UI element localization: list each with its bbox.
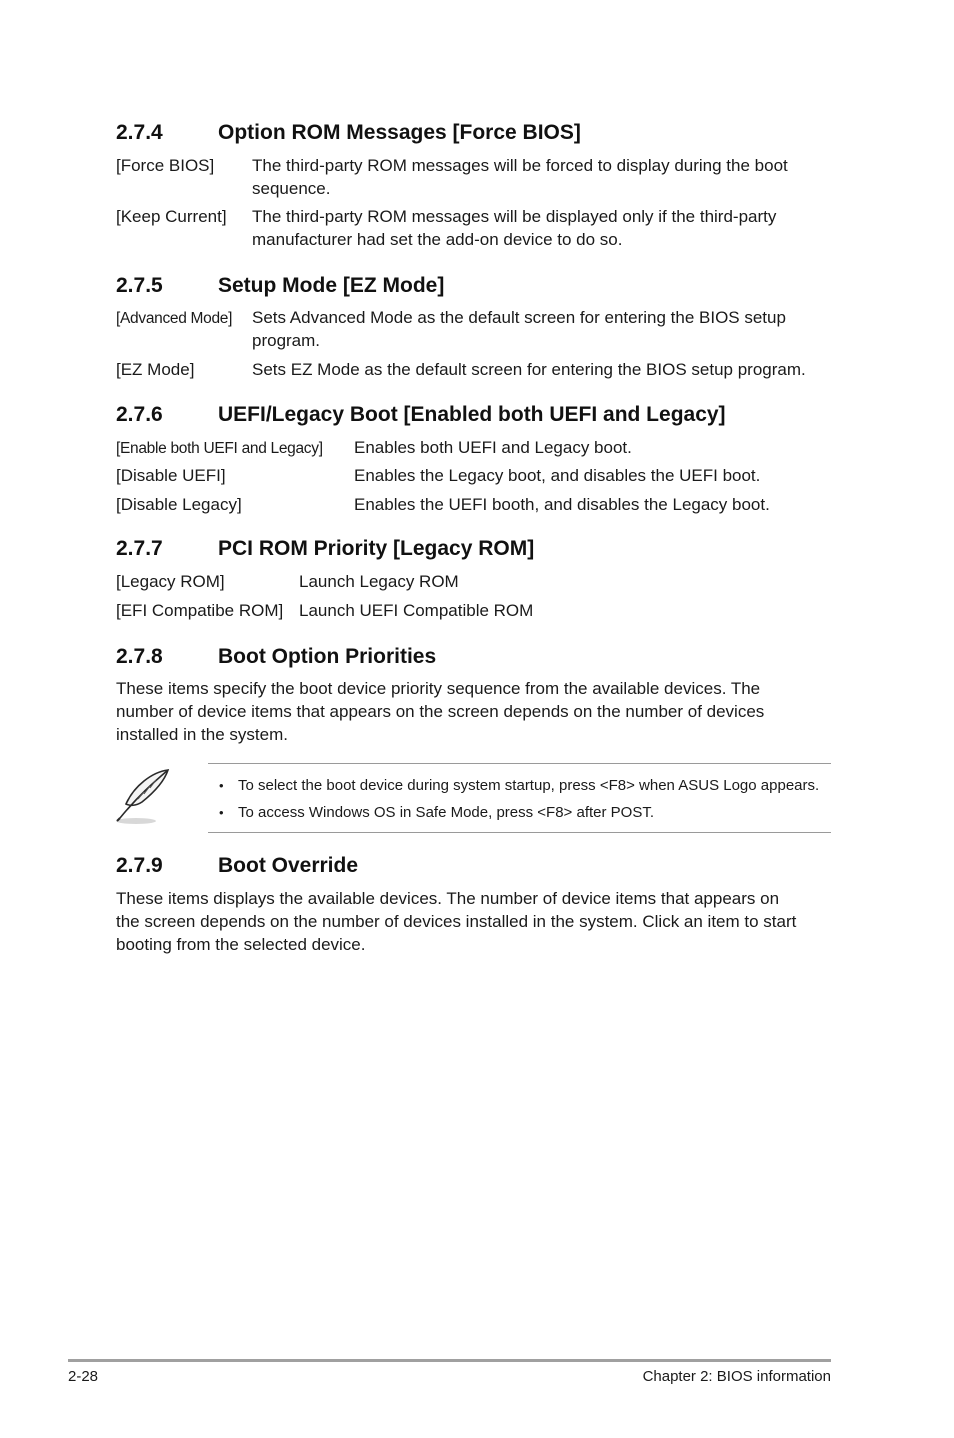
option-description: The third-party ROM messages will be displayed only if the third-party xyxy=(252,207,777,226)
option-key: [Enable both UEFI and Legacy] xyxy=(116,440,323,457)
option-description: Sets Advanced Mode as the default screen for entering the BIOS setup xyxy=(252,308,786,327)
option-key: [Disable UEFI] xyxy=(116,466,226,485)
note-top-rule xyxy=(208,763,831,764)
option-key: [Disable Legacy] xyxy=(116,495,242,514)
page-number: 2-28 xyxy=(68,1368,99,1385)
section-title: Option ROM Messages [Force BIOS] xyxy=(218,121,581,144)
note-bullet: • xyxy=(219,778,224,793)
note-item: To access Windows OS in Safe Mode, press <F8> after POST. xyxy=(238,804,655,821)
section-title: Setup Mode [EZ Mode] xyxy=(218,274,445,297)
option-description: Enables the Legacy boot, and disables the UEFI boot. xyxy=(354,466,761,485)
option-description: Enables the UEFI booth, and disables the Legacy boot. xyxy=(354,495,770,514)
feather-pen-icon xyxy=(112,766,174,826)
note-item: To select the boot device during system startup, press <F8> when ASUS Logo appears. xyxy=(238,777,820,794)
option-key: [EFI Compatibe ROM] xyxy=(116,601,284,620)
option-key: [Legacy ROM] xyxy=(116,572,225,591)
note-bullet: • xyxy=(219,805,224,820)
section-number: 2.7.5 xyxy=(116,274,163,297)
option-key: [EZ Mode] xyxy=(116,360,195,379)
option-description: Enables both UEFI and Legacy boot. xyxy=(354,438,632,457)
paragraph-line: These items displays the available devices. The number of device items that appears on xyxy=(116,889,780,908)
paragraph-line: These items specify the boot device priority sequence from the available devices. The xyxy=(116,679,761,698)
section-title: UEFI/Legacy Boot [Enabled both UEFI and Legacy] xyxy=(218,403,726,426)
option-key: [Keep Current] xyxy=(116,207,227,226)
option-key: [Force BIOS] xyxy=(116,156,215,175)
option-description: Launch UEFI Compatible ROM xyxy=(299,601,534,620)
option-description: The third-party ROM messages will be forced to display during the boot xyxy=(252,156,788,175)
section-number: 2.7.9 xyxy=(116,854,163,877)
section-number: 2.7.6 xyxy=(116,403,163,426)
option-key: [Advanced Mode] xyxy=(116,310,233,327)
option-description: Launch Legacy ROM xyxy=(299,572,459,591)
paragraph-line: the screen depends on the number of devices installed in the system. Click an item to start xyxy=(116,912,797,931)
paragraph-line: installed in the system. xyxy=(116,725,288,744)
footer-rule xyxy=(68,1359,831,1362)
section-title: Boot Override xyxy=(218,854,359,877)
section-title: Boot Option Priorities xyxy=(218,645,437,668)
option-description: manufacturer had set the add-on device to do so. xyxy=(252,230,623,249)
note-bottom-rule xyxy=(208,832,831,833)
paragraph-line: booting from the selected device. xyxy=(116,935,366,954)
section-title: PCI ROM Priority [Legacy ROM] xyxy=(218,537,535,560)
section-number: 2.7.4 xyxy=(116,121,163,144)
option-description: program. xyxy=(252,331,321,350)
chapter-label: Chapter 2: BIOS information xyxy=(642,1368,831,1385)
section-number: 2.7.7 xyxy=(116,537,163,560)
option-description: Sets EZ Mode as the default screen for entering the BIOS setup program. xyxy=(252,360,806,379)
option-description: sequence. xyxy=(252,179,331,198)
section-number: 2.7.8 xyxy=(116,645,163,668)
paragraph-line: number of device items that appears on the screen depends on the number of devices xyxy=(116,702,765,721)
